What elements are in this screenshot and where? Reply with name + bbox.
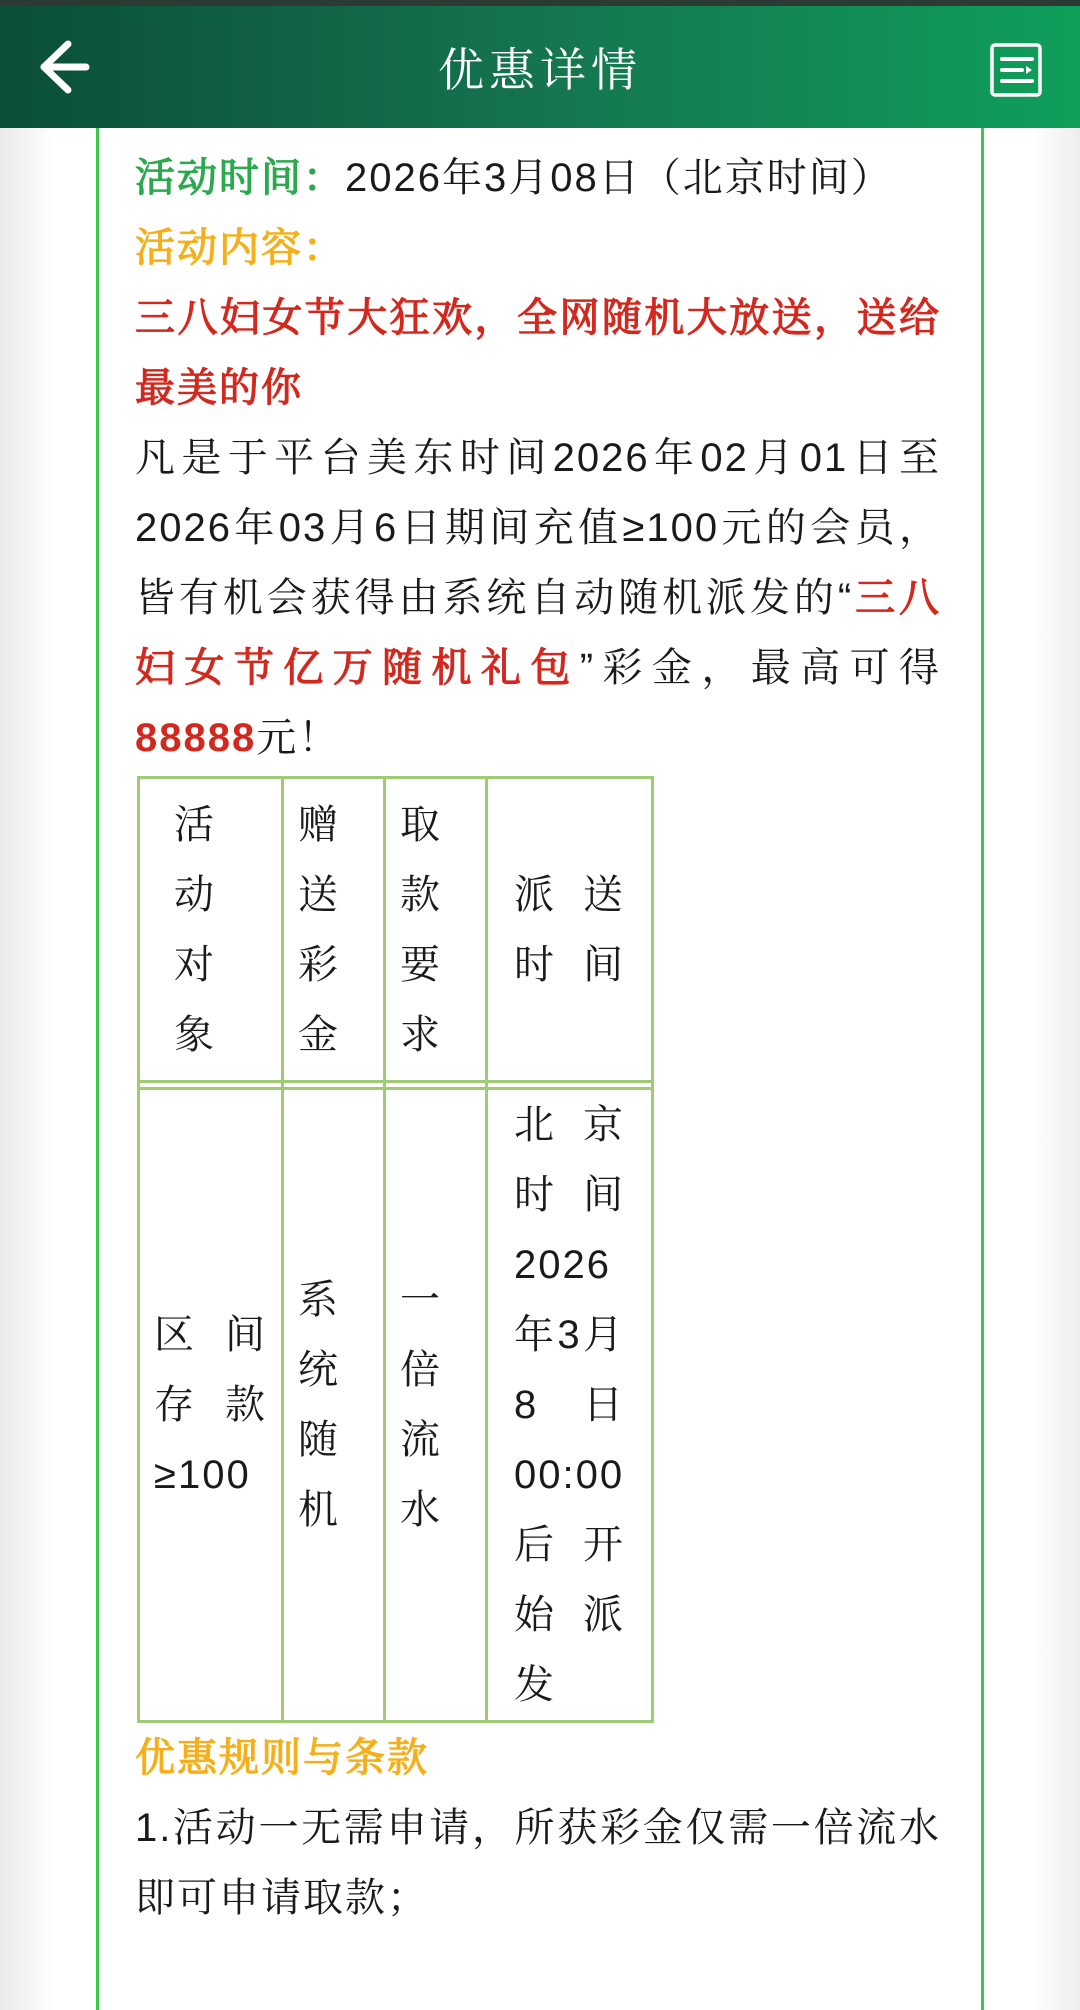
- desc-part3: 元！: [256, 716, 341, 760]
- promo-slogan: [135, 283, 941, 423]
- promo-slogan-text: 三八妇女节大狂欢，全网随机大放送，送给最美的你: [135, 296, 941, 410]
- rules-heading: 优惠规则与条款: [135, 1736, 429, 1780]
- promo-description: [135, 423, 941, 773]
- desc-part1: 凡是于平台美东时间2026年02月01日至2026年03月6日期间充值≥100元的会员，皆有机会获得由系统自动随机派发的“: [135, 436, 941, 620]
- rule-item-1-text: 1.活动一无需申请，所获彩金仅需一倍流水即可申请取款；: [135, 1806, 941, 1920]
- table-spacer-cell: [139, 1082, 283, 1089]
- table-header-send-time: 派送时间: [487, 778, 653, 1082]
- promo-table: [137, 776, 654, 1723]
- menu-button[interactable]: [988, 42, 1044, 98]
- desc-highlight: 三八妇女节亿万随机礼包: [135, 576, 941, 690]
- table-cell-send-time: 北京时间2026年3月8日00:00后开始派发: [487, 1089, 653, 1722]
- promo-table-header-row: [139, 778, 653, 1082]
- table-spacer-cell: [385, 1082, 487, 1089]
- table-header-activity-target: 活动对象: [139, 778, 283, 1082]
- page-edge-shade-left: [0, 128, 54, 2010]
- table-cell-withdraw-req: 一倍流水: [385, 1089, 487, 1722]
- table-spacer-cell: [487, 1082, 653, 1089]
- promo-time-value: 2026年3月08日（北京时间）: [345, 156, 893, 200]
- page-title: 优惠详情: [438, 44, 642, 96]
- table-cell-activity-target: 区间存款≥100: [139, 1089, 283, 1722]
- page-edge-shade-right: [1030, 128, 1080, 2010]
- rules-heading-line: [135, 1723, 941, 1793]
- rule-item-1: [135, 1793, 941, 1933]
- desc-amount: 88888: [135, 716, 257, 760]
- document-list-icon: [988, 86, 1044, 101]
- table-header-withdraw-req: 取款要求: [385, 778, 487, 1082]
- promo-content-label-line: [135, 213, 941, 283]
- promo-content-card: [96, 128, 984, 2010]
- promo-table-body-row: [139, 1089, 653, 1722]
- app-header: [0, 6, 1080, 128]
- desc-part2: ”彩金，最高可得: [579, 646, 942, 690]
- promo-time-line: [135, 143, 941, 213]
- table-header-bonus: 赠送彩金: [283, 778, 385, 1082]
- promo-content-label: 活动内容：: [135, 226, 345, 270]
- table-spacer-row: [139, 1082, 653, 1089]
- table-spacer-cell: [283, 1082, 385, 1089]
- table-cell-bonus: 系统随机: [283, 1089, 385, 1722]
- promo-time-label: 活动时间：: [135, 156, 345, 200]
